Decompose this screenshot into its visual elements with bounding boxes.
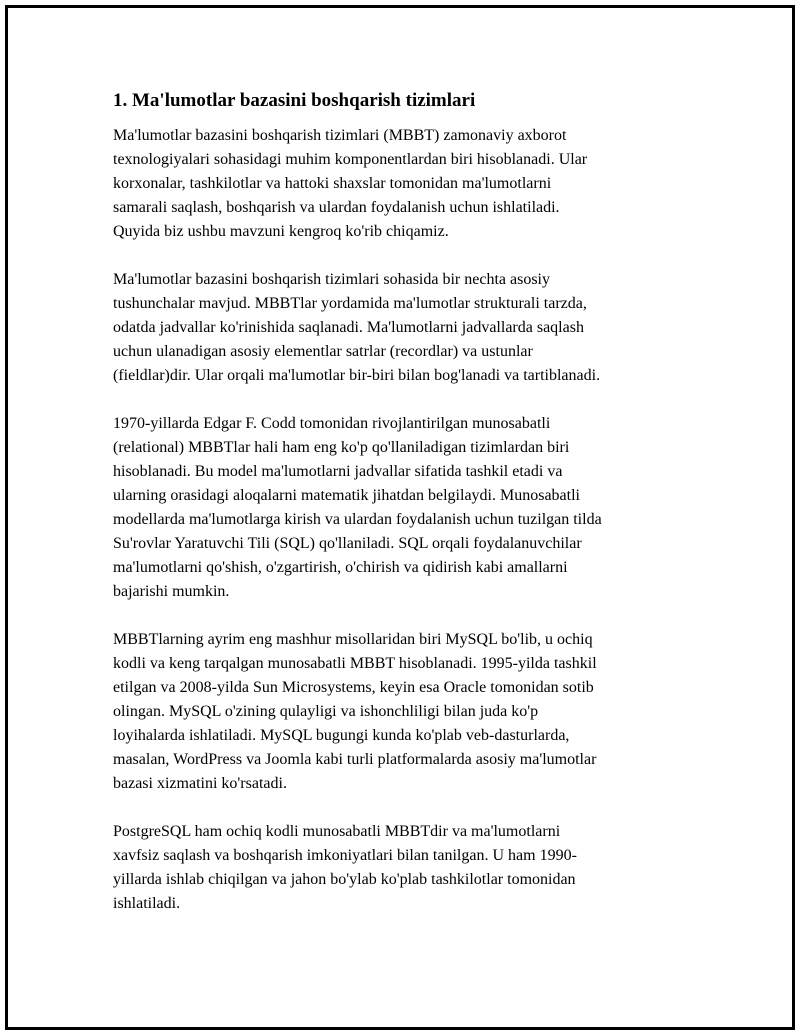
paragraph-relational: 1970-yillarda Edgar F. Codd tomonidan rivojlantirilgan munosabatli (relational) MBBTlar hali ham eng ko'p qo'llaniladigan tizimlardan biri hisoblanadi. Bu model ma'lumotlarni jadvallar sifatida tashkil etadi va ularning orasidagi aloqalarni matematik jihatdan belgilaydi. Munosabatli modellarda ma'lumotlarga kirish va ulardan foydalanish uchun tuzilgan tilda Su'rovlar Yaratuvchi Tili (SQL) qo'llaniladi. SQL orqali foydalanuvchilar ma'lumotlarni qo'shish, o'zgartirish, o'chirish va qidirish kabi amallarni bajarishi mumkin. [113,415,602,600]
paragraph-concepts: Ma'lumotlar bazasini boshqarish tizimlari sohasida bir nechta asosiy tushunchalar mavjud. MBBTlar yordamida ma'lumotlar strukturali tarzda, odatda jadvallar ko'rinishida saqlanadi. Ma'lumotlarni jadvallarda saqlash uchun ulanadigan asosiy elementlar satrlar (recordlar) va ustunlar (fieldlar)dir. Ular orqali ma'lumotlar bir-biri bilan bog'lanadi va tartiblanadi. [113,271,601,384]
paragraph-intro: Ma'lumotlar bazasini boshqarish tizimlari (MBBT) zamonaviy axborot texnologiyalari sohasidagi muhim komponentlardan biri hisoblanadi. Ular korxonalar, tashkilotlar va hattoki shaxslar tomonidan ma'lumotlarni samarali saqlash, boshqarish va ulardan foydalanish uchun ishlatiladi. Quyida biz ushbu mavzuni kengroq ko'rib chiqamiz. [113,127,588,240]
section-heading: 1. Ma'lumotlar bazasini boshqarish tizimlari [113,90,476,111]
document-body [113,89,693,940]
paragraph-mysql: MBBTlarning ayrim eng mashhur misollaridan biri MySQL bo'lib, u ochiq kodli va keng tarqalgan munosabatli MBBT hisoblanadi. 1995-yilda tashkil etilgan va 2008-yilda Sun Microsystems, keyin esa Oracle tomonidan sotib olingan. MySQL o'zining qulayligi va ishonchliligi bilan juda ko'p loyihalarda ishlatiladi. MySQL bugungi kunda ko'plab veb-dasturlarda, masalan, WordPress va Joomla kabi turli platformalarda asosiy ma'lumotlar bazasi xizmatini ko'rsatadi. [113,631,597,792]
paragraph-postgresql: PostgreSQL ham ochiq kodli munosabatli MBBTdir va ma'lumotlarni xavfsiz saqlash va boshqarish imkoniyatlari bilan tanilgan. U ham 1990- yillarda ishlab chiqilgan va jahon bo'ylab ko'plab tashkilotlar tomonidan ishlatiladi. [113,823,577,912]
